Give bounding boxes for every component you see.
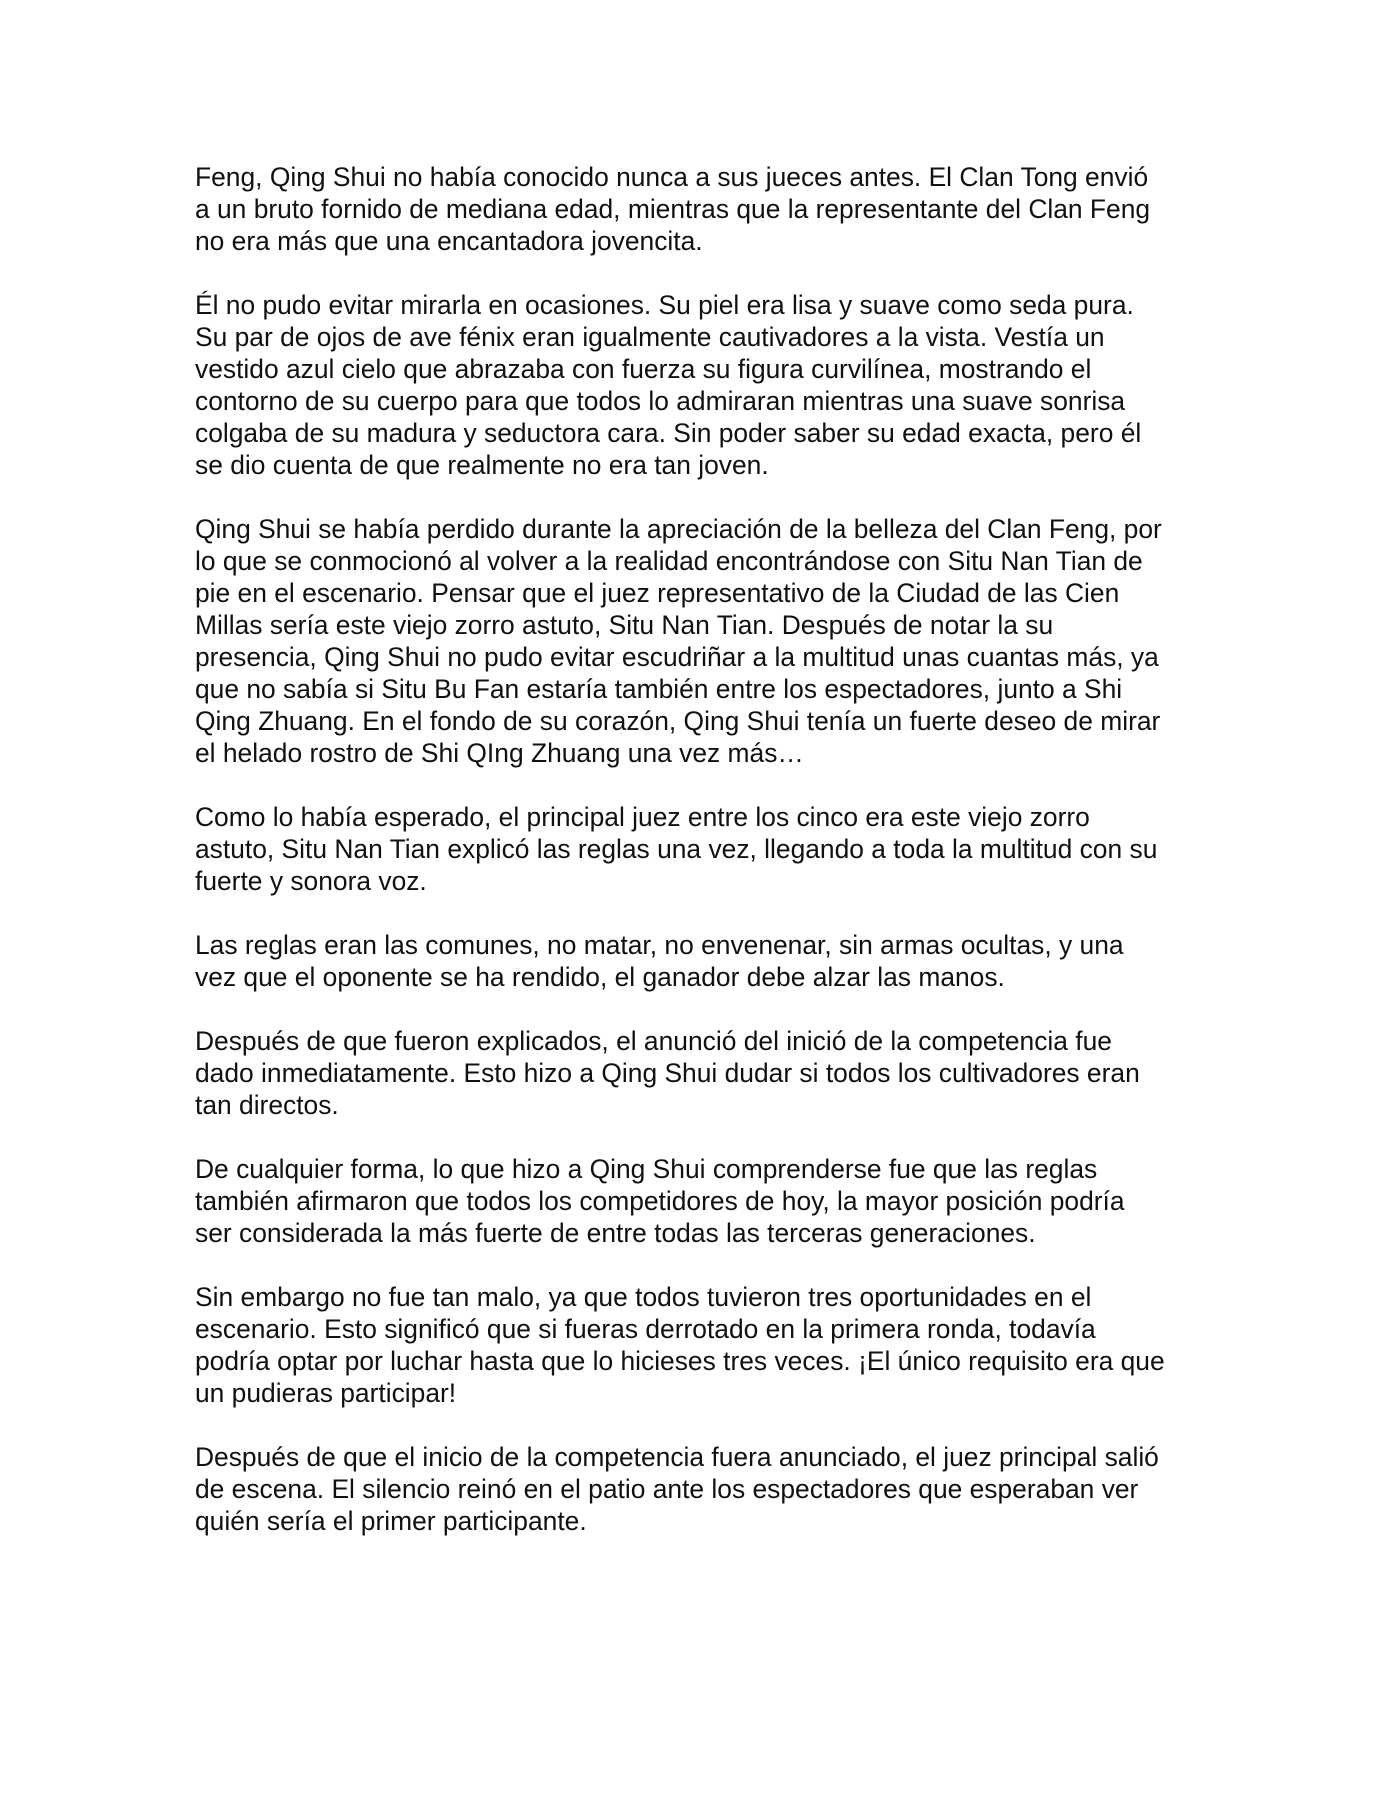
- text-line: podría optar por luchar hasta que lo hicieses tres veces. ¡El único requisito era que: [195, 1346, 1165, 1376]
- text-line: Su par de ojos de ave fénix eran igualmente cautivadores a la vista. Vestía un: [195, 322, 1105, 352]
- text-line: también afirmaron que todos los competidores de hoy, la mayor posición podría: [195, 1186, 1125, 1216]
- paragraph: [195, 929, 1225, 993]
- text-line: no era más que una encantadora jovencita.: [195, 226, 703, 256]
- text-line: presencia, Qing Shui no pudo evitar escudriñar a la multitud unas cuantas más, ya: [195, 642, 1159, 672]
- text-line: lo que se conmocionó al volver a la realidad encontrándose con Situ Nan Tian de: [195, 546, 1143, 576]
- text-line: de escena. El silencio reinó en el patio ante los espectadores que esperaban ver: [195, 1474, 1139, 1504]
- text-line: Feng, Qing Shui no había conocido nunca a sus jueces antes. El Clan Tong envió: [195, 162, 1149, 192]
- text-line: Él no pudo evitar mirarla en ocasiones. Su piel era lisa y suave como seda pura.: [195, 290, 1134, 320]
- paragraph: [195, 289, 1225, 481]
- text-line: escenario. Esto significó que si fueras derrotado en la primera ronda, todavía: [195, 1314, 1096, 1344]
- text-line: un pudieras participar!: [195, 1378, 457, 1408]
- text-line: De cualquier forma, lo que hizo a Qing Shui comprenderse fue que las reglas: [195, 1154, 1098, 1184]
- text-line: Las reglas eran las comunes, no matar, no envenenar, sin armas ocultas, y una: [195, 930, 1124, 960]
- paragraph: [195, 513, 1225, 769]
- text-line: astuto, Situ Nan Tian explicó las reglas una vez, llegando a toda la multitud con su: [195, 834, 1158, 864]
- text-line: pie en el escenario. Pensar que el juez representativo de la Ciudad de las Cien: [195, 578, 1120, 608]
- text-line: dado inmediatamente. Esto hizo a Qing Shui dudar si todos los cultivadores eran: [195, 1058, 1140, 1088]
- text-line: Millas sería este viejo zorro astuto, Situ Nan Tian. Después de notar la su: [195, 610, 1054, 640]
- text-line: vestido azul cielo que abrazaba con fuerza su figura curvilínea, mostrando el: [195, 354, 1092, 384]
- paragraph: [195, 1281, 1225, 1409]
- paragraph: [195, 1441, 1225, 1537]
- paragraph: [195, 1025, 1225, 1121]
- document-page: [195, 161, 1225, 1569]
- paragraph: [195, 801, 1225, 897]
- paragraph: [195, 161, 1225, 257]
- paragraph: [195, 1153, 1225, 1249]
- text-line: colgaba de su madura y seductora cara. Sin poder saber su edad exacta, pero él: [195, 418, 1142, 448]
- text-line: que no sabía si Situ Bu Fan estaría también entre los espectadores, junto a Shi: [195, 674, 1123, 704]
- text-line: Después de que fueron explicados, el anunció del inició de la competencia fue: [195, 1026, 1112, 1056]
- text-line: Después de que el inicio de la competencia fuera anunciado, el juez principal salió: [195, 1442, 1159, 1472]
- text-line: Qing Shui se había perdido durante la apreciación de la belleza del Clan Feng, por: [195, 514, 1162, 544]
- text-line: fuerte y sonora voz.: [195, 866, 427, 896]
- text-line: tan directos.: [195, 1090, 339, 1120]
- text-line: a un bruto fornido de mediana edad, mientras que la representante del Clan Feng: [195, 194, 1151, 224]
- text-line: contorno de su cuerpo para que todos lo admiraran mientras una suave sonrisa: [195, 386, 1126, 416]
- text-line: ser considerada la más fuerte de entre todas las terceras generaciones.: [195, 1218, 1036, 1248]
- text-line: el helado rostro de Shi QIng Zhuang una vez más…: [195, 738, 804, 768]
- text-line: Como lo había esperado, el principal juez entre los cinco era este viejo zorro: [195, 802, 1090, 832]
- text-line: vez que el oponente se ha rendido, el ganador debe alzar las manos.: [195, 962, 1005, 992]
- text-line: quién sería el primer participante.: [195, 1506, 587, 1536]
- text-line: Sin embargo no fue tan malo, ya que todos tuvieron tres oportunidades en el: [195, 1282, 1092, 1312]
- text-line: se dio cuenta de que realmente no era tan joven.: [195, 450, 769, 480]
- text-line: Qing Zhuang. En el fondo de su corazón, Qing Shui tenía un fuerte deseo de mirar: [195, 706, 1161, 736]
